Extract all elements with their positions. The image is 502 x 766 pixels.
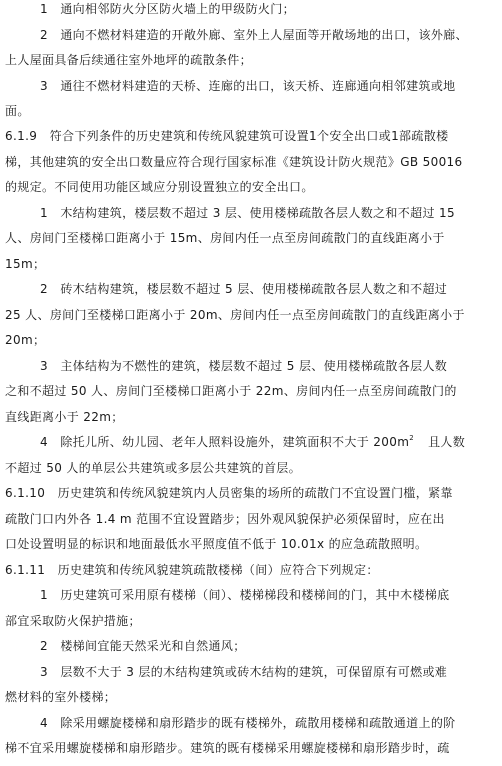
text-line: 之和不超过 50 人、房间门至楼梯口距离小于 22m、房间内任一点至房间疏散门的 — [5, 384, 457, 398]
text-line: 部宜采取防火保护措施； — [5, 614, 141, 628]
text-line: 疏散门口内外各 1.4 m 范围不宜设置踏步；因外观风貌保护必须保留时，应在出 — [5, 512, 445, 526]
text-line: 口处设置明显的标识和地面最低水平照度值不低于 10.01x 的应急疏散照明。 — [5, 537, 428, 551]
text-line: 3 层数不大于 3 层的木结构建筑或砖木结构的建筑，可保留原有可燃或难 — [40, 665, 448, 679]
superscript: 2 — [409, 434, 415, 442]
text-line: 2 通向不燃材料建造的开敞外廊、室外上人屋面等开敞场地的出口，该外廊、 — [40, 28, 468, 42]
text-line: 2 砖木结构建筑，楼层数不超过 5 层、使用楼梯疏散各层人数之和不超过 — [40, 282, 448, 296]
text-line: 不超过 50 人的单层公共建筑或多层公共建筑的首层。 — [5, 461, 302, 475]
text-line: 上人屋面具备后续通往室外地坪的疏散条件； — [5, 53, 253, 67]
text-line: 20m； — [5, 333, 46, 347]
text-line: 燃材料的室外楼梯； — [5, 690, 117, 704]
text-line: 的规定。不同使用功能区域应分别设置独立的安全出口。 — [5, 180, 314, 194]
clause-heading: 6.1.9 符合下列条件的历史建筑和传统风貌建筑可设置1个安全出口或1部疏散楼 — [5, 129, 449, 143]
text-line: 直线距离小于 22m； — [5, 410, 124, 424]
text-line: 梯不宜采用螺旋楼梯和扇形踏步。建筑的既有楼梯采用螺旋楼梯和扇形踏步时，疏 — [5, 741, 450, 755]
text-line: 2 楼梯间宜能天然采光和自然通风； — [40, 639, 246, 653]
clause-heading: 6.1.10 历史建筑和传统风貌建筑内人员密集的场所的疏散门不宜设置门槛，紧靠 — [5, 486, 453, 500]
clause-heading: 6.1.11 历史建筑和传统风貌建筑疏散楼梯（间）应符合下列规定： — [5, 563, 379, 577]
text-line: 1 历史建筑可采用原有楼梯（间）、楼梯梯段和楼梯间的门，其中木楼梯底 — [40, 588, 450, 602]
text-line: 4 除采用螺旋楼梯和扇形踏步的既有楼梯外，疏散用楼梯和疏散通道上的阶 — [40, 716, 456, 730]
text-line: 15m； — [5, 257, 46, 271]
text-line — [40, 435, 465, 450]
text-line: 人、房间门至楼梯口距离小于 15m、房间内任一点至房间疏散门的直线距离小于 — [5, 231, 445, 245]
text-segment: 4 除托儿所、幼儿园、老年人照料设施外，建筑面积不大于 200m — [40, 435, 410, 449]
text-line: 梯，其他建筑的安全出口数量应符合现行国家标准《建筑设计防火规范》GB 50016 — [5, 155, 463, 169]
text-line: 25 人、房间门至楼梯口距离小于 20m、房间内任一点至房间疏散门的直线距离小于 — [5, 308, 465, 322]
text-line: 面。 — [5, 104, 30, 118]
text-line: 3 主体结构为不燃性的建筑，楼层数不超过 5 层、使用楼梯疏散各层人数 — [40, 359, 448, 373]
text-line: 3 通往不燃材料建造的天桥、连廊的出口，该天桥、连廊通向相邻建筑或地 — [40, 79, 456, 93]
text-segment: 且人数 — [428, 435, 466, 449]
text-line: 1 木结构建筑，楼层数不超过 3 层、使用楼梯疏散各层人数之和不超过 15 — [40, 206, 455, 220]
text-line: 1 通向相邻防火分区防火墙上的甲级防火门； — [40, 2, 295, 16]
